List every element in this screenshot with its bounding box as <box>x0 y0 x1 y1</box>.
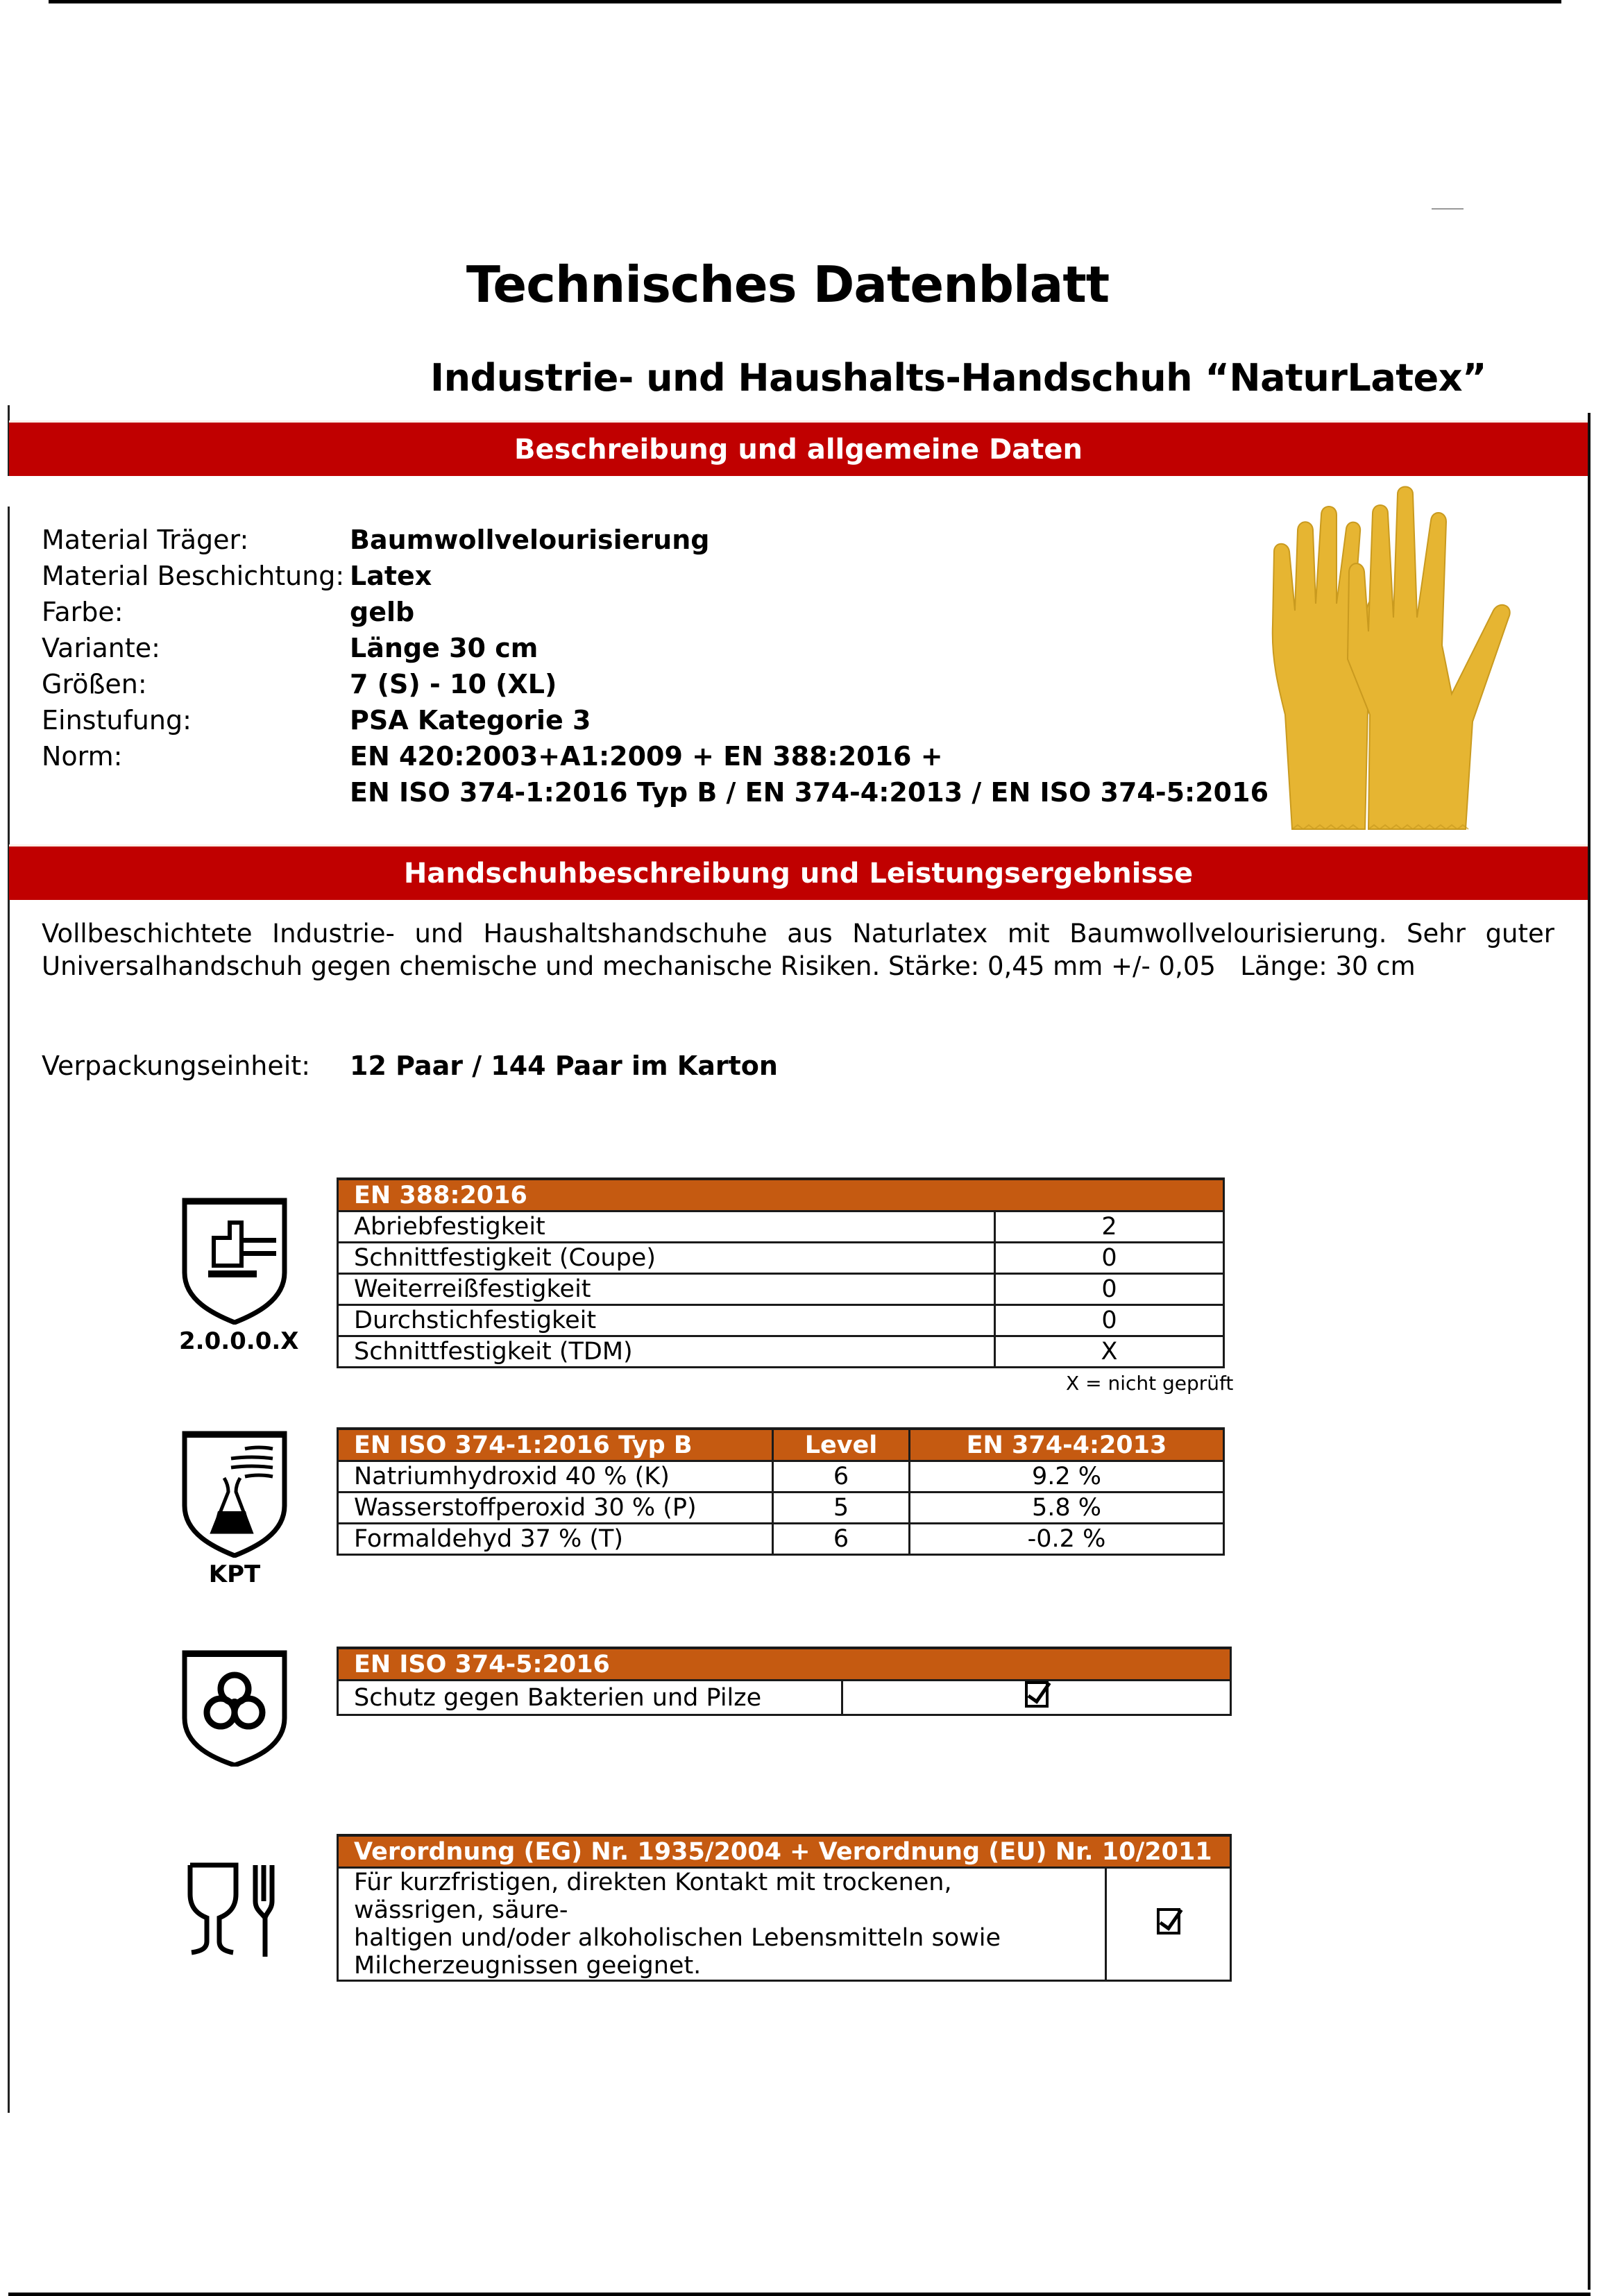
property-value: 2 <box>995 1211 1224 1243</box>
table-row <box>338 1524 1224 1555</box>
protection-text: Schutz gegen Bakterien und Pilze <box>338 1681 842 1715</box>
en388-code: 2.0.0.0.X <box>179 1327 299 1355</box>
spec-label: Material Beschichtung: <box>42 561 345 591</box>
section-header-performance: Handschuhbeschreibung und Leistungsergebnisse <box>9 844 1588 900</box>
property-value: 0 <box>995 1305 1224 1336</box>
food-text-line: Für kurzfristigen, direkten Kontakt mit trockenen, wässrigen, säure- <box>354 1869 952 1924</box>
yellow-latex-gloves-photo <box>1264 486 1535 833</box>
en388-header: EN 388:2016 <box>338 1179 1224 1211</box>
spec-value: PSA Kategorie 3 <box>350 705 591 735</box>
food-header: Verordnung (EG) Nr. 1935/2004 + Verordnung (EU) Nr. 10/2011 <box>338 1835 1231 1868</box>
chemical-degradation: 9.2 % <box>910 1461 1224 1493</box>
table-header-row <box>338 1835 1231 1868</box>
table-header-row <box>338 1179 1224 1211</box>
en374-table <box>337 1427 1225 1556</box>
table-row <box>338 1461 1224 1493</box>
spec-value: 7 (S) - 10 (XL) <box>350 669 557 699</box>
chemical-degradation: 5.8 % <box>910 1493 1224 1524</box>
spec-label: Einstufung: <box>42 705 192 735</box>
food-text <box>338 1868 1106 1981</box>
section-header-general: Beschreibung und allgemeine Daten <box>9 420 1588 476</box>
chemical-name: Natriumhydroxid 40 % (K) <box>338 1461 773 1493</box>
table-row <box>338 1493 1224 1524</box>
spec-value: EN 420:2003+A1:2009 + EN 388:2016 + <box>350 741 943 772</box>
food-safe-glass-fork-icon <box>179 1860 290 1964</box>
en388-table <box>337 1177 1225 1368</box>
column-header: Level <box>773 1429 910 1461</box>
table-row <box>338 1336 1224 1368</box>
spec-value: Baumwollvelourisierung <box>350 525 710 555</box>
en374-5-header: EN ISO 374-5:2016 <box>338 1648 1231 1681</box>
en374-5-table <box>337 1647 1232 1716</box>
food-contact-table <box>337 1834 1232 1982</box>
en388-pictogram <box>179 1196 299 1355</box>
property-name: Durchstichfestigkeit <box>338 1305 995 1336</box>
spec-value: gelb <box>350 597 415 627</box>
chemical-level: 6 <box>773 1524 910 1555</box>
spec-row <box>42 666 1269 702</box>
en374-5-pictogram <box>179 1649 290 1769</box>
spec-list <box>42 522 1269 810</box>
property-value: 0 <box>995 1243 1224 1274</box>
table-row <box>338 1681 1231 1715</box>
property-name: Abriebfestigkeit <box>338 1211 995 1243</box>
food-safe-pictogram <box>179 1860 290 1966</box>
spec-row <box>42 702 1269 738</box>
spec-label: Material Träger: <box>42 525 249 555</box>
spec-label: Größen: <box>42 669 147 699</box>
table-row <box>338 1868 1231 1981</box>
en374-pictogram <box>179 1429 290 1588</box>
chemical-degradation: -0.2 % <box>910 1524 1224 1555</box>
property-value: X <box>995 1336 1224 1368</box>
table-row <box>338 1243 1224 1274</box>
property-name: Schnittfestigkeit (Coupe) <box>338 1243 995 1274</box>
packaging-value: 12 Paar / 144 Paar im Karton <box>350 1051 778 1081</box>
page-top-border <box>49 0 1561 3</box>
product-description: Vollbeschichtete Industrie- und Haushaltshandschuhe aus Naturlatex mit Baumwollvelourisierung. Sehr guter Universalhandschuh gegen chemische und mechanische Risiken. Stärke: 0,45 mm +/- 0,05 Länge: 30 cm <box>42 919 1554 981</box>
chemical-name: Wasserstoffperoxid 30 % (P) <box>338 1493 773 1524</box>
table-row <box>338 1274 1224 1305</box>
table-row <box>338 1211 1224 1243</box>
page-right-border <box>1588 413 1591 2290</box>
spec-row <box>42 738 1269 774</box>
protection-check <box>842 1681 1231 1715</box>
column-header: EN ISO 374-1:2016 Typ B <box>338 1429 773 1461</box>
table-header-row <box>338 1429 1224 1461</box>
table-row <box>338 1305 1224 1336</box>
packaging-row <box>42 1051 778 1081</box>
checkbox-checked-icon <box>1025 1681 1049 1708</box>
spec-row <box>42 558 1269 594</box>
spec-label: Farbe: <box>42 597 124 627</box>
property-value: 0 <box>995 1274 1224 1305</box>
chemical-risk-shield-icon <box>179 1429 290 1558</box>
mechanical-risk-shield-icon <box>179 1196 290 1325</box>
scan-artifact <box>1432 208 1464 210</box>
page-title: Technisches Datenblatt <box>466 255 1110 314</box>
food-check <box>1106 1868 1231 1981</box>
spec-row <box>42 522 1269 558</box>
page-bottom-border <box>8 2293 1591 2296</box>
packaging-label: Verpackungseinheit: <box>42 1051 311 1081</box>
chemical-level: 5 <box>773 1493 910 1524</box>
page-left-border <box>8 507 10 2113</box>
spec-label: Variante: <box>42 633 160 663</box>
en374-code: KPT <box>208 1561 261 1588</box>
spec-row <box>42 594 1269 630</box>
spec-row <box>42 774 1269 810</box>
spec-label: Norm: <box>42 741 123 772</box>
table-header-row <box>338 1648 1231 1681</box>
food-text-line: Milcherzeugnissen geeignet. <box>354 1952 702 1980</box>
biohazard-shield-icon <box>179 1649 290 1767</box>
en388-footnote: X = nicht geprüft <box>1066 1372 1234 1395</box>
food-text-line: haltigen und/oder alkoholischen Lebensmitteln sowie <box>354 1924 1001 1952</box>
chemical-name: Formaldehyd 37 % (T) <box>338 1524 773 1555</box>
spec-value: Länge 30 cm <box>350 633 538 663</box>
property-name: Weiterreißfestigkeit <box>338 1274 995 1305</box>
checkbox-checked-icon <box>1157 1908 1180 1934</box>
spec-value: EN ISO 374-1:2016 Typ B / EN 374-4:2013 / EN ISO 374-5:2016 <box>350 777 1269 808</box>
spec-row <box>42 630 1269 666</box>
page-subtitle: Industrie- und Haushalts-Handschuh “NaturLatex” <box>430 356 1487 400</box>
spec-value: Latex <box>350 561 432 591</box>
chemical-level: 6 <box>773 1461 910 1493</box>
property-name: Schnittfestigkeit (TDM) <box>338 1336 995 1368</box>
column-header: EN 374-4:2013 <box>910 1429 1224 1461</box>
